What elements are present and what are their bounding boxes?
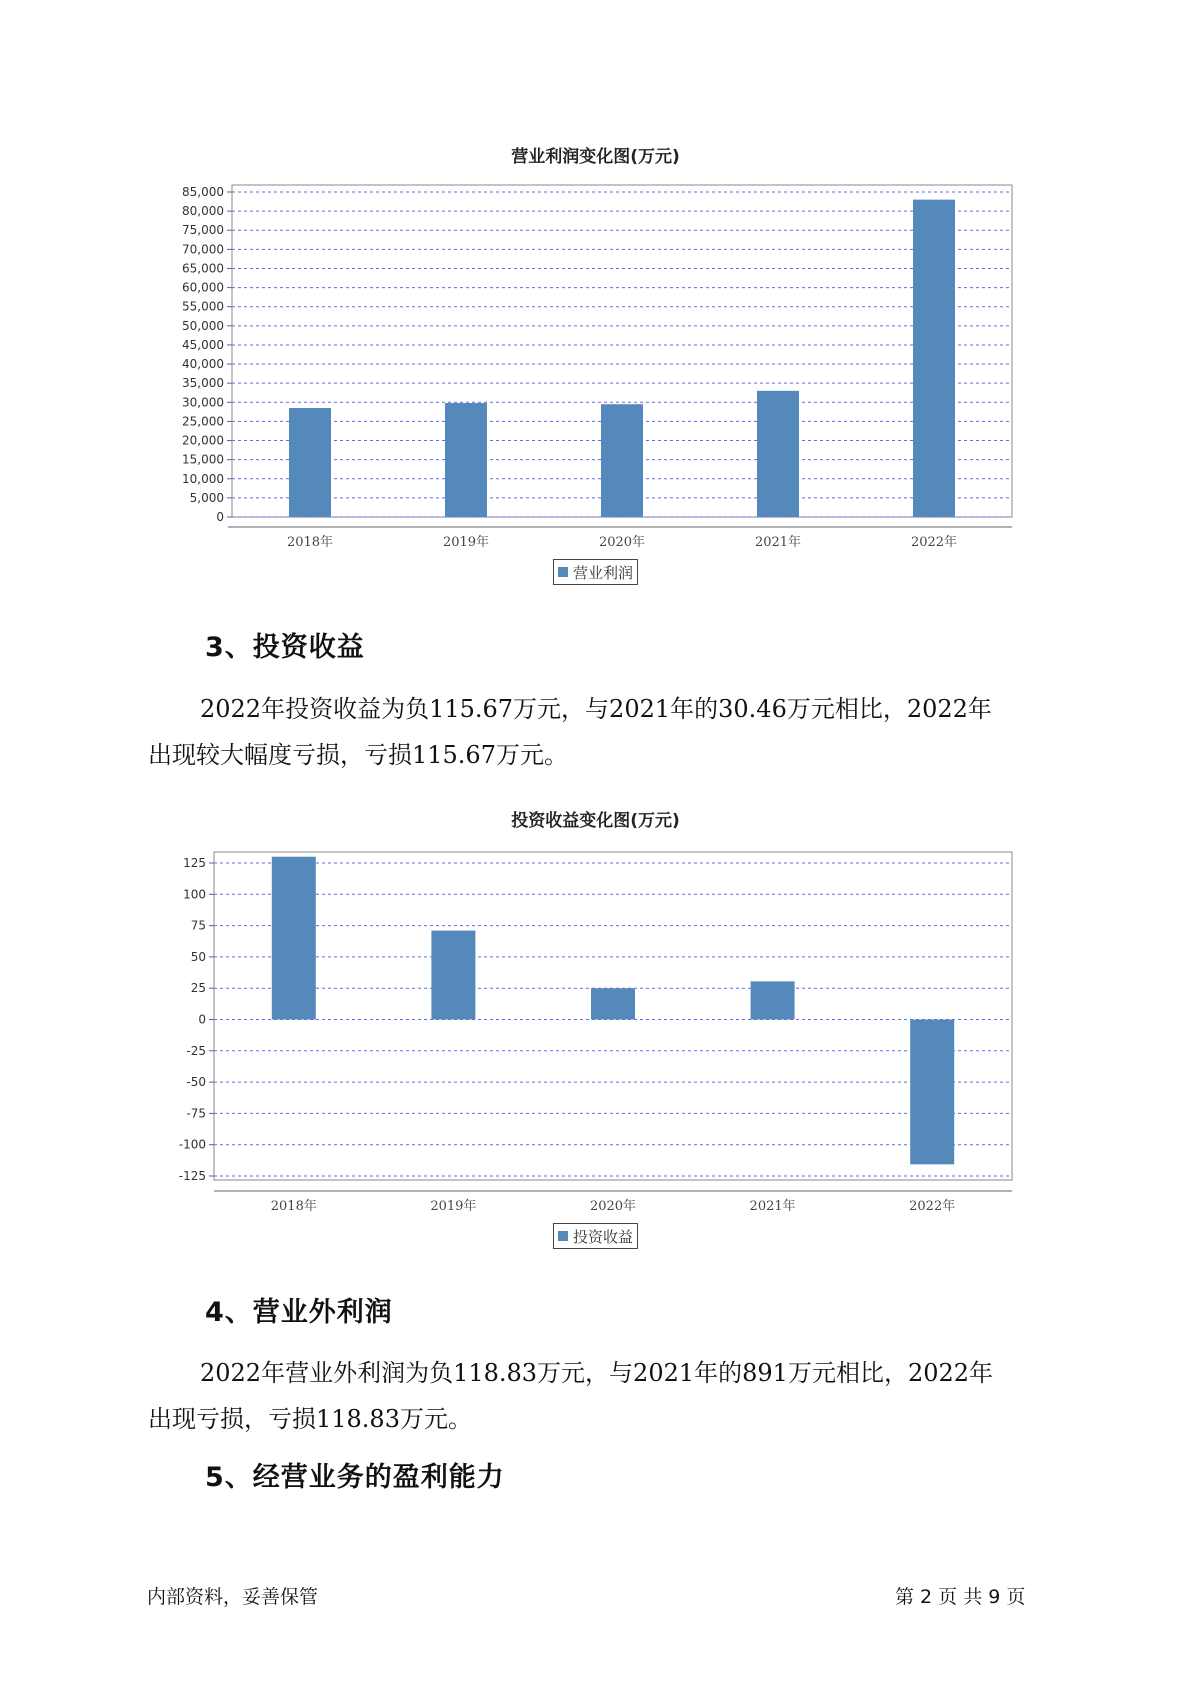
chart1-ytick-label: 30,000 bbox=[182, 395, 224, 410]
chart2-ytick-label: -50 bbox=[186, 1075, 206, 1090]
chart1-ytick-label: 10,000 bbox=[182, 471, 224, 486]
section4-line1: 2022年营业外利润为负118.83万元，与2021年的891万元相比，2022年 bbox=[200, 1359, 994, 1387]
chart2-title: 投资收益变化图(万元) bbox=[511, 811, 680, 831]
chart2-legend bbox=[553, 1223, 638, 1249]
section4-paragraph bbox=[148, 1350, 1063, 1442]
section5-heading: 5、经营业务的盈利能力 bbox=[205, 1462, 505, 1493]
chart1-ytick-label: 70,000 bbox=[182, 242, 224, 257]
chart1-ytick-label: 40,000 bbox=[182, 357, 224, 372]
section3-line1: 2022年投资收益为负115.67万元，与2021年的30.46万元相比，2022年 bbox=[200, 695, 992, 723]
chart1-legend-label: 营业利润 bbox=[573, 563, 634, 582]
chart1-ytick-label: 35,000 bbox=[182, 376, 224, 391]
chart2-legend-label: 投资收益 bbox=[573, 1227, 634, 1246]
chart2-ytick-label: 100 bbox=[183, 887, 206, 902]
chart1-ytick-label: 80,000 bbox=[182, 204, 224, 219]
section3-paragraph bbox=[148, 686, 1063, 778]
chart1-bar bbox=[445, 403, 487, 517]
chart2-ytick-label: -100 bbox=[178, 1137, 206, 1152]
chart2-xtick-label: 2019年 bbox=[430, 1199, 477, 1214]
chart2-xtick-label: 2022年 bbox=[909, 1199, 956, 1214]
chart2-legend-swatch bbox=[558, 1231, 568, 1241]
chart1-bar bbox=[289, 408, 331, 517]
chart1-ytick-label: 0 bbox=[216, 510, 224, 524]
chart2-ytick-label: 25 bbox=[190, 981, 206, 996]
section4-heading: 4、营业外利润 bbox=[205, 1297, 393, 1328]
chart1-bar bbox=[601, 404, 643, 517]
chart1-xtick-label: 2022年 bbox=[910, 535, 958, 550]
chart1-svg bbox=[0, 170, 1191, 550]
chart2-ytick-label: -25 bbox=[186, 1043, 206, 1058]
chart1-ytick-label: 75,000 bbox=[182, 223, 224, 238]
section4-line2: 出现亏损，亏损118.83万元。 bbox=[148, 1405, 472, 1433]
chart1-legend bbox=[553, 559, 638, 585]
chart1-title: 营业利润变化图(万元) bbox=[511, 147, 680, 167]
chart2-bar bbox=[910, 1020, 954, 1165]
chart1-ytick-label: 45,000 bbox=[182, 337, 224, 352]
chart1-ytick-label: 60,000 bbox=[182, 280, 224, 295]
chart2-bar bbox=[272, 857, 316, 1020]
chart1-legend-swatch bbox=[558, 567, 568, 577]
chart2-xtick-label: 2021年 bbox=[749, 1199, 796, 1214]
chart1-bar bbox=[913, 200, 955, 517]
chart2-bar bbox=[431, 931, 475, 1020]
chart2-ytick-label: 50 bbox=[190, 949, 206, 964]
chart2-ytick-label: -75 bbox=[186, 1106, 206, 1121]
chart1-xtick-label: 2021年 bbox=[754, 535, 802, 550]
chart1-ytick-label: 25,000 bbox=[182, 414, 224, 429]
chart1-ytick-label: 55,000 bbox=[182, 299, 224, 314]
chart2-ytick-label: -125 bbox=[178, 1169, 206, 1183]
section3-line2: 出现较大幅度亏损，亏损115.67万元。 bbox=[148, 741, 568, 769]
chart1-xtick-label: 2020年 bbox=[598, 535, 646, 550]
chart1-bar bbox=[757, 391, 799, 517]
chart1-xtick-label: 2019年 bbox=[442, 535, 490, 550]
chart1-ytick-label: 50,000 bbox=[182, 318, 224, 333]
chart1-ytick-label: 85,000 bbox=[182, 185, 224, 199]
chart1-xtick-label: 2018年 bbox=[286, 535, 334, 550]
chart1-ytick-label: 15,000 bbox=[182, 452, 224, 467]
chart2-ytick-label: 0 bbox=[198, 1012, 206, 1027]
chart2-ytick-label: 75 bbox=[190, 918, 206, 933]
chart2-bar bbox=[591, 988, 635, 1019]
footer-left: 内部资料，妥善保管 bbox=[147, 1586, 319, 1608]
chart1-ytick-label: 20,000 bbox=[182, 433, 224, 448]
chart2-svg bbox=[0, 840, 1191, 1214]
chart2-bar bbox=[751, 981, 795, 1019]
chart1-ytick-label: 5,000 bbox=[189, 490, 224, 505]
chart1-ytick-label: 65,000 bbox=[182, 261, 224, 276]
chart2-ytick-label: 125 bbox=[183, 856, 206, 870]
section3-heading: 3、投资收益 bbox=[205, 632, 365, 663]
chart2-xtick-label: 2020年 bbox=[589, 1199, 637, 1214]
chart2-xtick-label: 2018年 bbox=[270, 1199, 317, 1214]
footer-right: 第 2 页 共 9 页 bbox=[895, 1586, 1026, 1608]
